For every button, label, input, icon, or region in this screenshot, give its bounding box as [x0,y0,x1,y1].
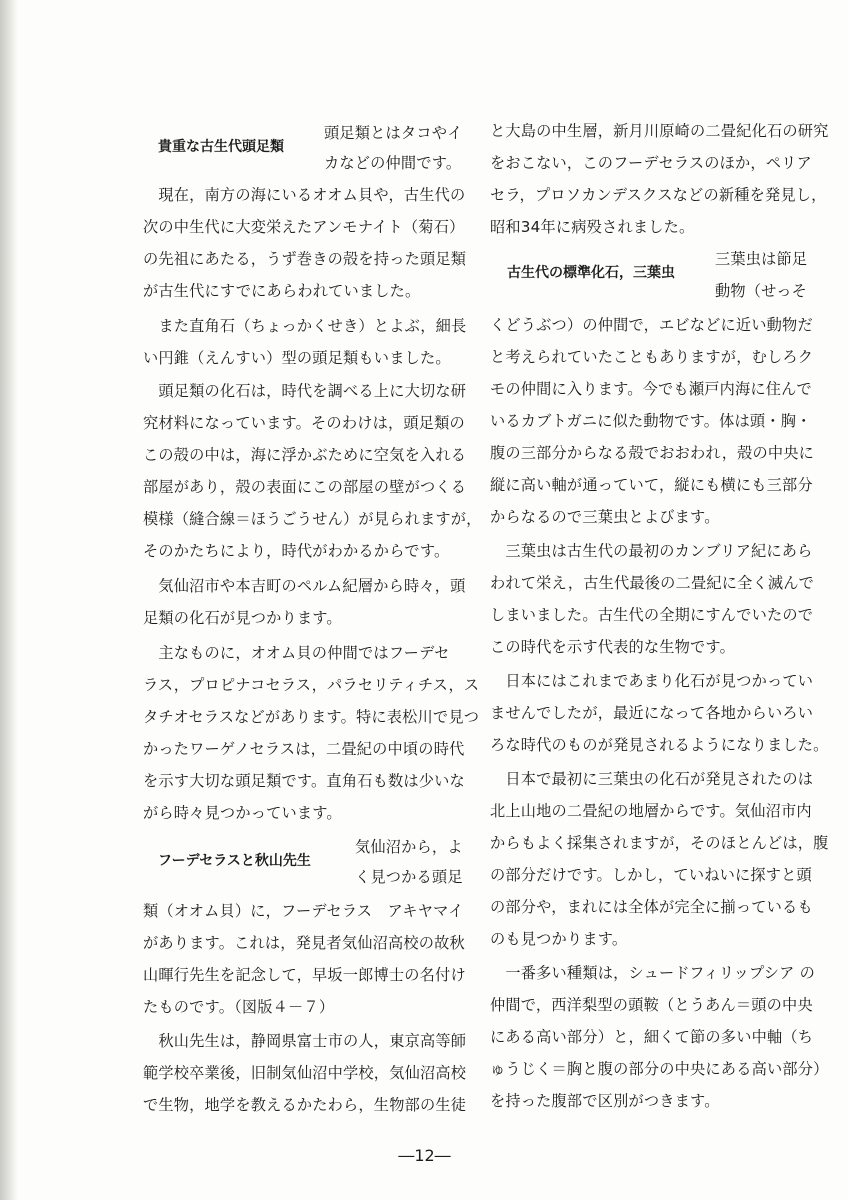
right-text-line: 三葉虫は古生代の最初のカンブリア紀にあら [490,542,813,560]
right-text-line: いるカブトガニに似た動物です。体は頭・胸・ [490,412,812,430]
left-text-line: 秋山先生は，静岡県富士市の人，東京高等師 [143,1032,467,1050]
left-text-line: 範学校卒業後，旧制気仙沼中学校，気仙沼高校 [143,1064,467,1082]
right-text-line: と考えられていたこともありますが，むしろク [490,348,814,366]
right-text-line: ゅうじく＝胸と腹の部分の中央にある高い部分） [490,1060,829,1078]
left-text-line: ラス，プロピナコセラス，パラセリティチス，ス [143,676,480,694]
left-text-line: を示す大切な頭足類です。直角石も数は少いな [143,772,465,790]
right-text-line: くどうぶつ）の仲間で，エビなどに近い動物だ [490,316,813,334]
right-text-line: ろな時代のものが発見されるようになりました。 [490,736,829,754]
left-text-line: 部屋があり，殻の表面にこの部屋の壁がつくる [143,478,467,496]
section-heading-cephalopods: 貴重な古生代頭足類 [158,139,284,155]
right-text-line: と大島の中生層，新月川原崎の二畳紀化石の研究 [490,122,829,140]
right-text-line: にある高い部分）と，細くて節の多い中軸（ち [490,1028,814,1046]
right-text-line: を持った腹部で区別がつきます。 [490,1092,720,1110]
left-text-line: 足類の化石が見つかります。 [143,609,342,627]
left-text-line: そのかたちにより，時代がわかるからです。 [143,542,450,560]
right-text-line: をおこない，このフーデセラスのほか，ペリア [490,154,812,172]
left-text-line: で生物，地学を教えるかたわら，生物部の生徒 [143,1096,467,1114]
right-text-line: 昭和34年に病殁されました。 [490,218,695,236]
left-text-line: く見つかる頭足 [355,868,463,886]
left-text-line: い円錐（えんすい）型の頭足類もいました。 [143,349,451,367]
left-text-line: 主なものに，オオム貝の仲間ではフーデセ [143,644,450,662]
right-text-line: 日本で最初に三葉虫の化石が発見されたのは [490,770,814,788]
right-text-line: セラ，プロソカンデスクスなどの新種を発見し， [490,186,827,204]
right-text-line: 三葉虫は節足 [715,250,808,268]
left-text-line: があります。これは，発見者気仙沼高校の故秋 [143,934,465,952]
page-binding-edge [0,0,18,1200]
right-text-line: 動物（せっそ [715,282,808,300]
right-text-line: 腹の三部分からなる殻でおおわれ，殻の中央に [490,444,815,462]
left-text-line: 類（オオム貝）に，フーデセラス アキヤマイ [143,902,464,920]
left-text-line: 山暉行先生を記念して，早坂一郎博士の名付け [143,966,466,984]
right-text-line: 縦に高い軸が通っていて，縦にも横にも三部分 [490,476,813,494]
right-text-line: ませんでしたが，最近になって各地からいろい [490,704,814,722]
left-text-line: 模様（縫合線＝ほうごうせん）が見られますが， [143,510,482,528]
section-heading-trilobites: 古生代の標準化石，三葉虫 [507,265,675,281]
right-text-line: しまいました。古生代の全期にすんでいたので [490,606,814,624]
left-text-line: かったワーゲノセラスは，二畳紀の中頃の時代 [143,740,465,758]
left-text-line: 究材料になっています。そのわけは，頭足類の [143,414,465,432]
left-text-line: の先祖にあたる，うず巻きの殻を持った頭足類 [143,250,467,268]
right-text-line: この時代を示す代表的な生物です。 [490,638,735,656]
right-text-line: からなるので三葉虫とよびます。 [490,508,720,526]
section-heading-akiyama: フーデセラスと秋山先生 [158,853,311,869]
right-text-line: からもよく採集されますが，そのほとんどは，腹 [490,834,829,852]
left-text-line: カなどの仲間です。 [324,154,462,172]
right-text-line: 北上山地の二畳紀の地層からです。気仙沼市内 [490,802,812,820]
left-text-line: この殻の中は，海に浮かぶために空気を入れる [143,446,467,464]
right-text-line: モの仲間に入ります。今でも瀬戸内海に住んで [490,380,812,398]
right-text-line: 日本にはこれまであまり化石が見つかってい [490,672,814,690]
left-text-line: 気仙沼市や本吉町のペルム紀層から時々，頭 [143,577,466,595]
left-text-line: また直角石（ちょっかくせき）とよぶ，細長 [143,317,467,335]
left-text-line: タチオセラスなどがあります。特に表松川で見つ [143,708,480,726]
right-text-line: の部分だけです。しかし，ていねいに探すと頭 [490,866,812,884]
right-text-line: われて栄え，古生代最後の二畳紀に全く滅んで [490,574,815,592]
page-number: ―12― [398,1146,451,1165]
left-text-line: 気仙沼から，よ [355,838,463,856]
left-text-line: 現在，南方の海にいるオオム貝や，古生代の [143,186,466,204]
left-text-line: 頭足類とはタコやイ [324,124,463,142]
left-text-line: 頭足類の化石は，時代を調べる上に大切な研 [143,382,467,400]
left-text-line: たものです。（図版４－７） [143,998,335,1016]
right-text-line: の部分や，まれには全体が完全に揃っているも [490,898,813,916]
right-text-line: のも見つかります。 [490,930,628,948]
right-text-line: 一番多い種類は，シュードフィリップシア の [490,964,815,982]
left-text-line: 次の中生代に大変栄えたアンモナイト（菊石） [143,218,465,236]
left-text-line: がら時々見つかっています。 [143,804,342,822]
left-text-line: が古生代にすでにあらわれていました。 [143,282,421,300]
right-text-line: 仲間で，西洋梨型の頭鞍（とうあん＝頭の中央 [490,996,813,1014]
